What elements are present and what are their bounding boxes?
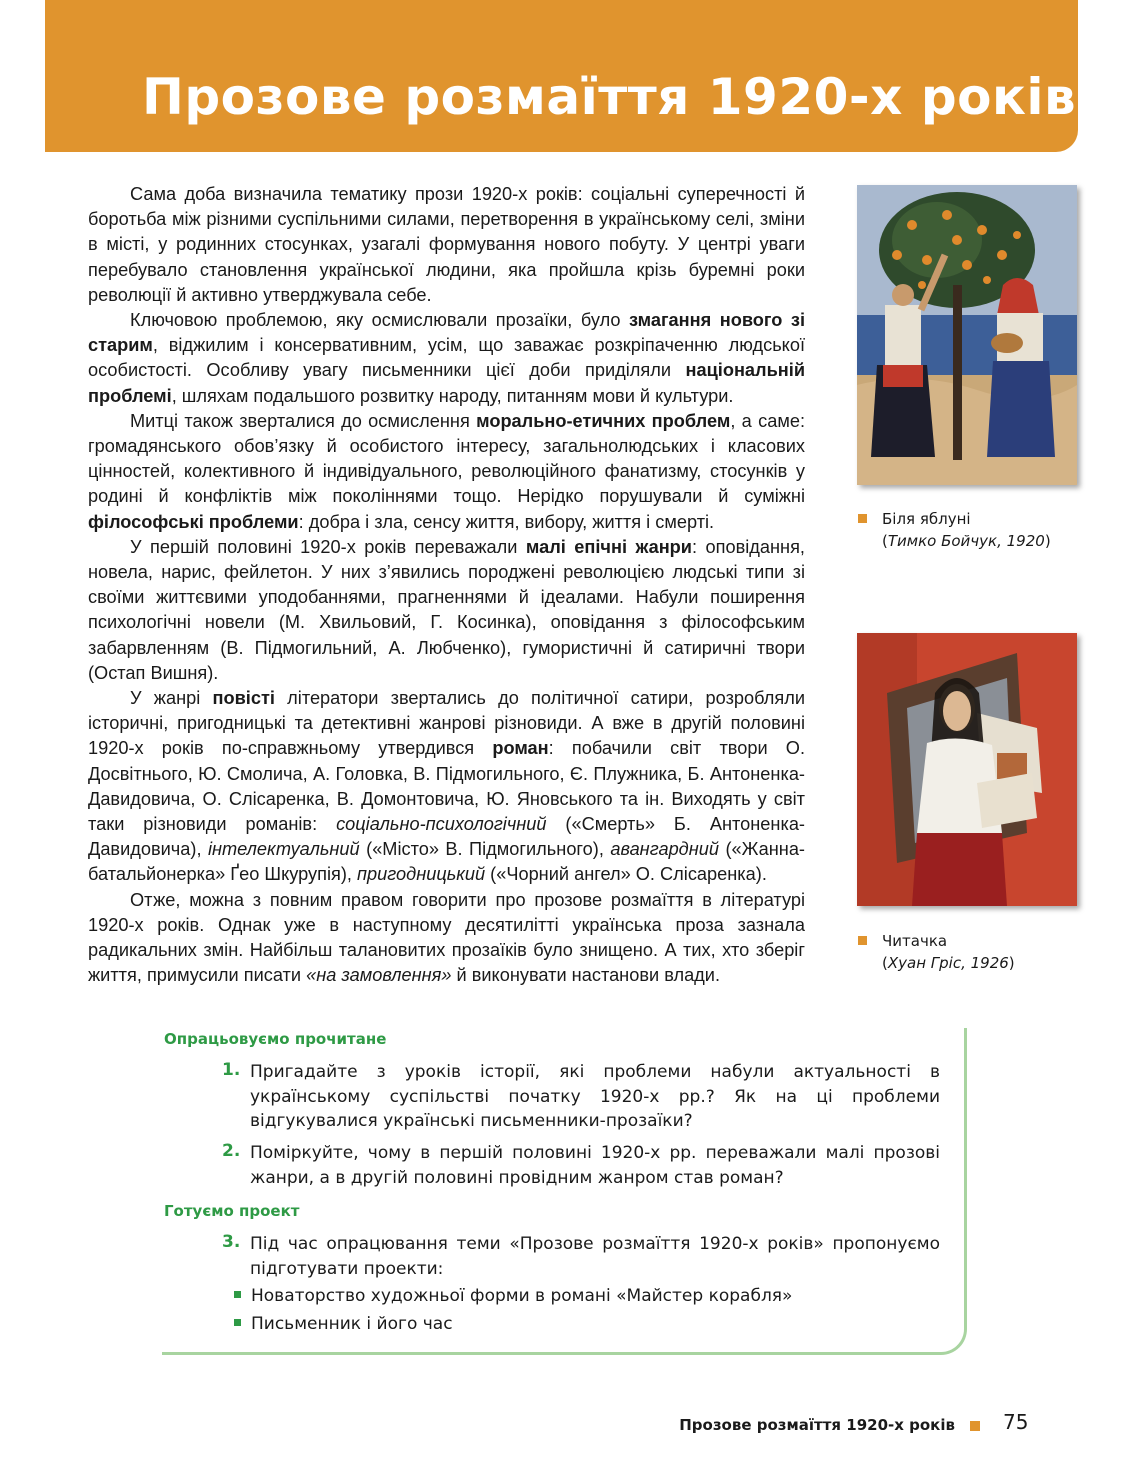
task-number: 1. — [222, 1060, 241, 1080]
footer-marker — [970, 1421, 980, 1431]
bullet-marker — [234, 1291, 241, 1298]
page-title: Прозове розмаїття 1920-х років — [142, 68, 1077, 126]
task-number: 3. — [222, 1232, 241, 1252]
painting-apple-tree — [857, 185, 1077, 485]
task-text: Поміркуйте, чому в першій половині 1920-х рр. переважали малі прозові жанри, а в другій половині провідним жанром став роман? — [250, 1143, 940, 1188]
painting-reader — [857, 633, 1077, 906]
task-text: Пригадайте з уроків історії, які проблеми набули актуальності в українському суспільстві початку 1920-х рр.? Як на ці проблеми відгукувалися українські письменники-прозаїки? — [250, 1062, 940, 1131]
project-bullet: Письменник і його час — [234, 1314, 453, 1334]
caption-reader: Читачка (Хуан Гріс, 1926) — [858, 930, 1088, 976]
caption-apple-tree: Біля яблуні (Тимко Бойчук, 1920) — [858, 508, 1088, 554]
caption-author: Тимко Бойчук, 1920 — [887, 532, 1045, 550]
paragraph-1: Сама доба визначила тематику прози 1920-х років: соціальні суперечності й боротьба між різними суспільними силами, перетворення в українському селі, зміни в місті, у родинних стосунках, узагалі формування нового побуту. У центрі уваги перебувало становлення української людини, яка пройшла крізь буремні роки революції й активно утверджувала себе. — [88, 184, 805, 305]
caption-marker — [858, 936, 867, 945]
paragraph-3: Митці також зверталися до осмислення морально-етичних проблем, а саме: громадянського обов’язку й особистого інтересу, загальнолюдських і класових цінностей, колективного й індивідуального, революційного фанатизму, стосунків у родині й конфліктів між поколіннями тощо. Нерідко порушували й суміжні філософські проблеми: добра і зла, сенсу життя, вибору, життя і смерті. — [88, 410, 806, 532]
caption-marker — [858, 514, 867, 523]
paragraph-4: У першій половині 1920-х років переважали малі епічні жанри: оповідання, новела, нарис, фейлетон. У них з’явились породжені революцією людські типи зі своїми життєвими уподобаннями, прагненнями й ідеалами. Набули поширення психологічні новели (М. Хвильовий, Г. Косинка), оповідання з філософським забарвленням (В. Підмогильний, А. Любченко), гумористичні й сатиричні твори (Остап Вишня). — [88, 536, 805, 683]
task-number: 2. — [222, 1141, 241, 1161]
caption-title: Біля яблуні — [882, 510, 971, 528]
footer-title: Прозове розмаїття 1920-х років — [679, 1416, 955, 1434]
page-number: 75 — [1003, 1410, 1029, 1434]
caption-author: Хуан Гріс, 1926 — [887, 954, 1009, 972]
paragraph-6: Отже, можна з повним правом говорити про прозове розмаїття в літературі 1920-х років. Однак уже в наступному десятилітті українська проза зазнала радикальних змін. Найбільш талановитих прозаїків було знищено. А тих, хто зберіг життя, примусили писати «на замовлення» й виконувати настанови влади. — [88, 889, 805, 986]
bullet-marker — [234, 1319, 241, 1326]
section-heading-project: Готуємо проект — [164, 1202, 300, 1220]
painting-reader-image — [857, 633, 1077, 906]
main-text — [88, 182, 805, 989]
paragraph-5: У жанрі повісті літератори звертались до політичної сатири, розробляли історичні, пригодницькі та детективні жанрові різновиди. А вже в другій половині 1920-х років по-справжньому утвердився роман: побачили світ твори О. Досвітнього, Ю. Смолича, А. Головка, В. Підмогильного, Є. Плужника, Б. Антоненка-Давидовича, О. Слісаренка, В. Домонтовича, Ю. Яновського та ін. Виходять у світ таки різновиди романів: соціально-психологічний («Смерть» Б. Антоненка-Давидовича), інтелектуальний («Місто» В. Підмогильного), авангардний («Жанна-батальйонерка» Ґео Шкурупія), пригодницький («Чорний ангел» О. Слісаренка). — [88, 688, 805, 885]
project-bullet: Новаторство художньої форми в романі «Майстер корабля» — [234, 1286, 792, 1306]
painting-apple-tree-image — [857, 185, 1077, 485]
caption-title: Читачка — [882, 932, 948, 950]
paragraph-2: Ключовою проблемою, яку осмислювали прозаїки, було змагання нового зі старим, віджилим і консервативним, усім, що заважає розкріпаченню людської особистості. Особливу увагу письменники цієї доби приділяли національній проблемі, шляхам подальшого розвитку народу, питанням мови й культури. — [88, 310, 805, 406]
section-heading-review: Опрацьовуємо прочитане — [164, 1030, 387, 1048]
task-text: Під час опрацювання теми «Прозове розмаїття 1920-х років» пропонуємо підготувати проекти: — [250, 1234, 940, 1279]
